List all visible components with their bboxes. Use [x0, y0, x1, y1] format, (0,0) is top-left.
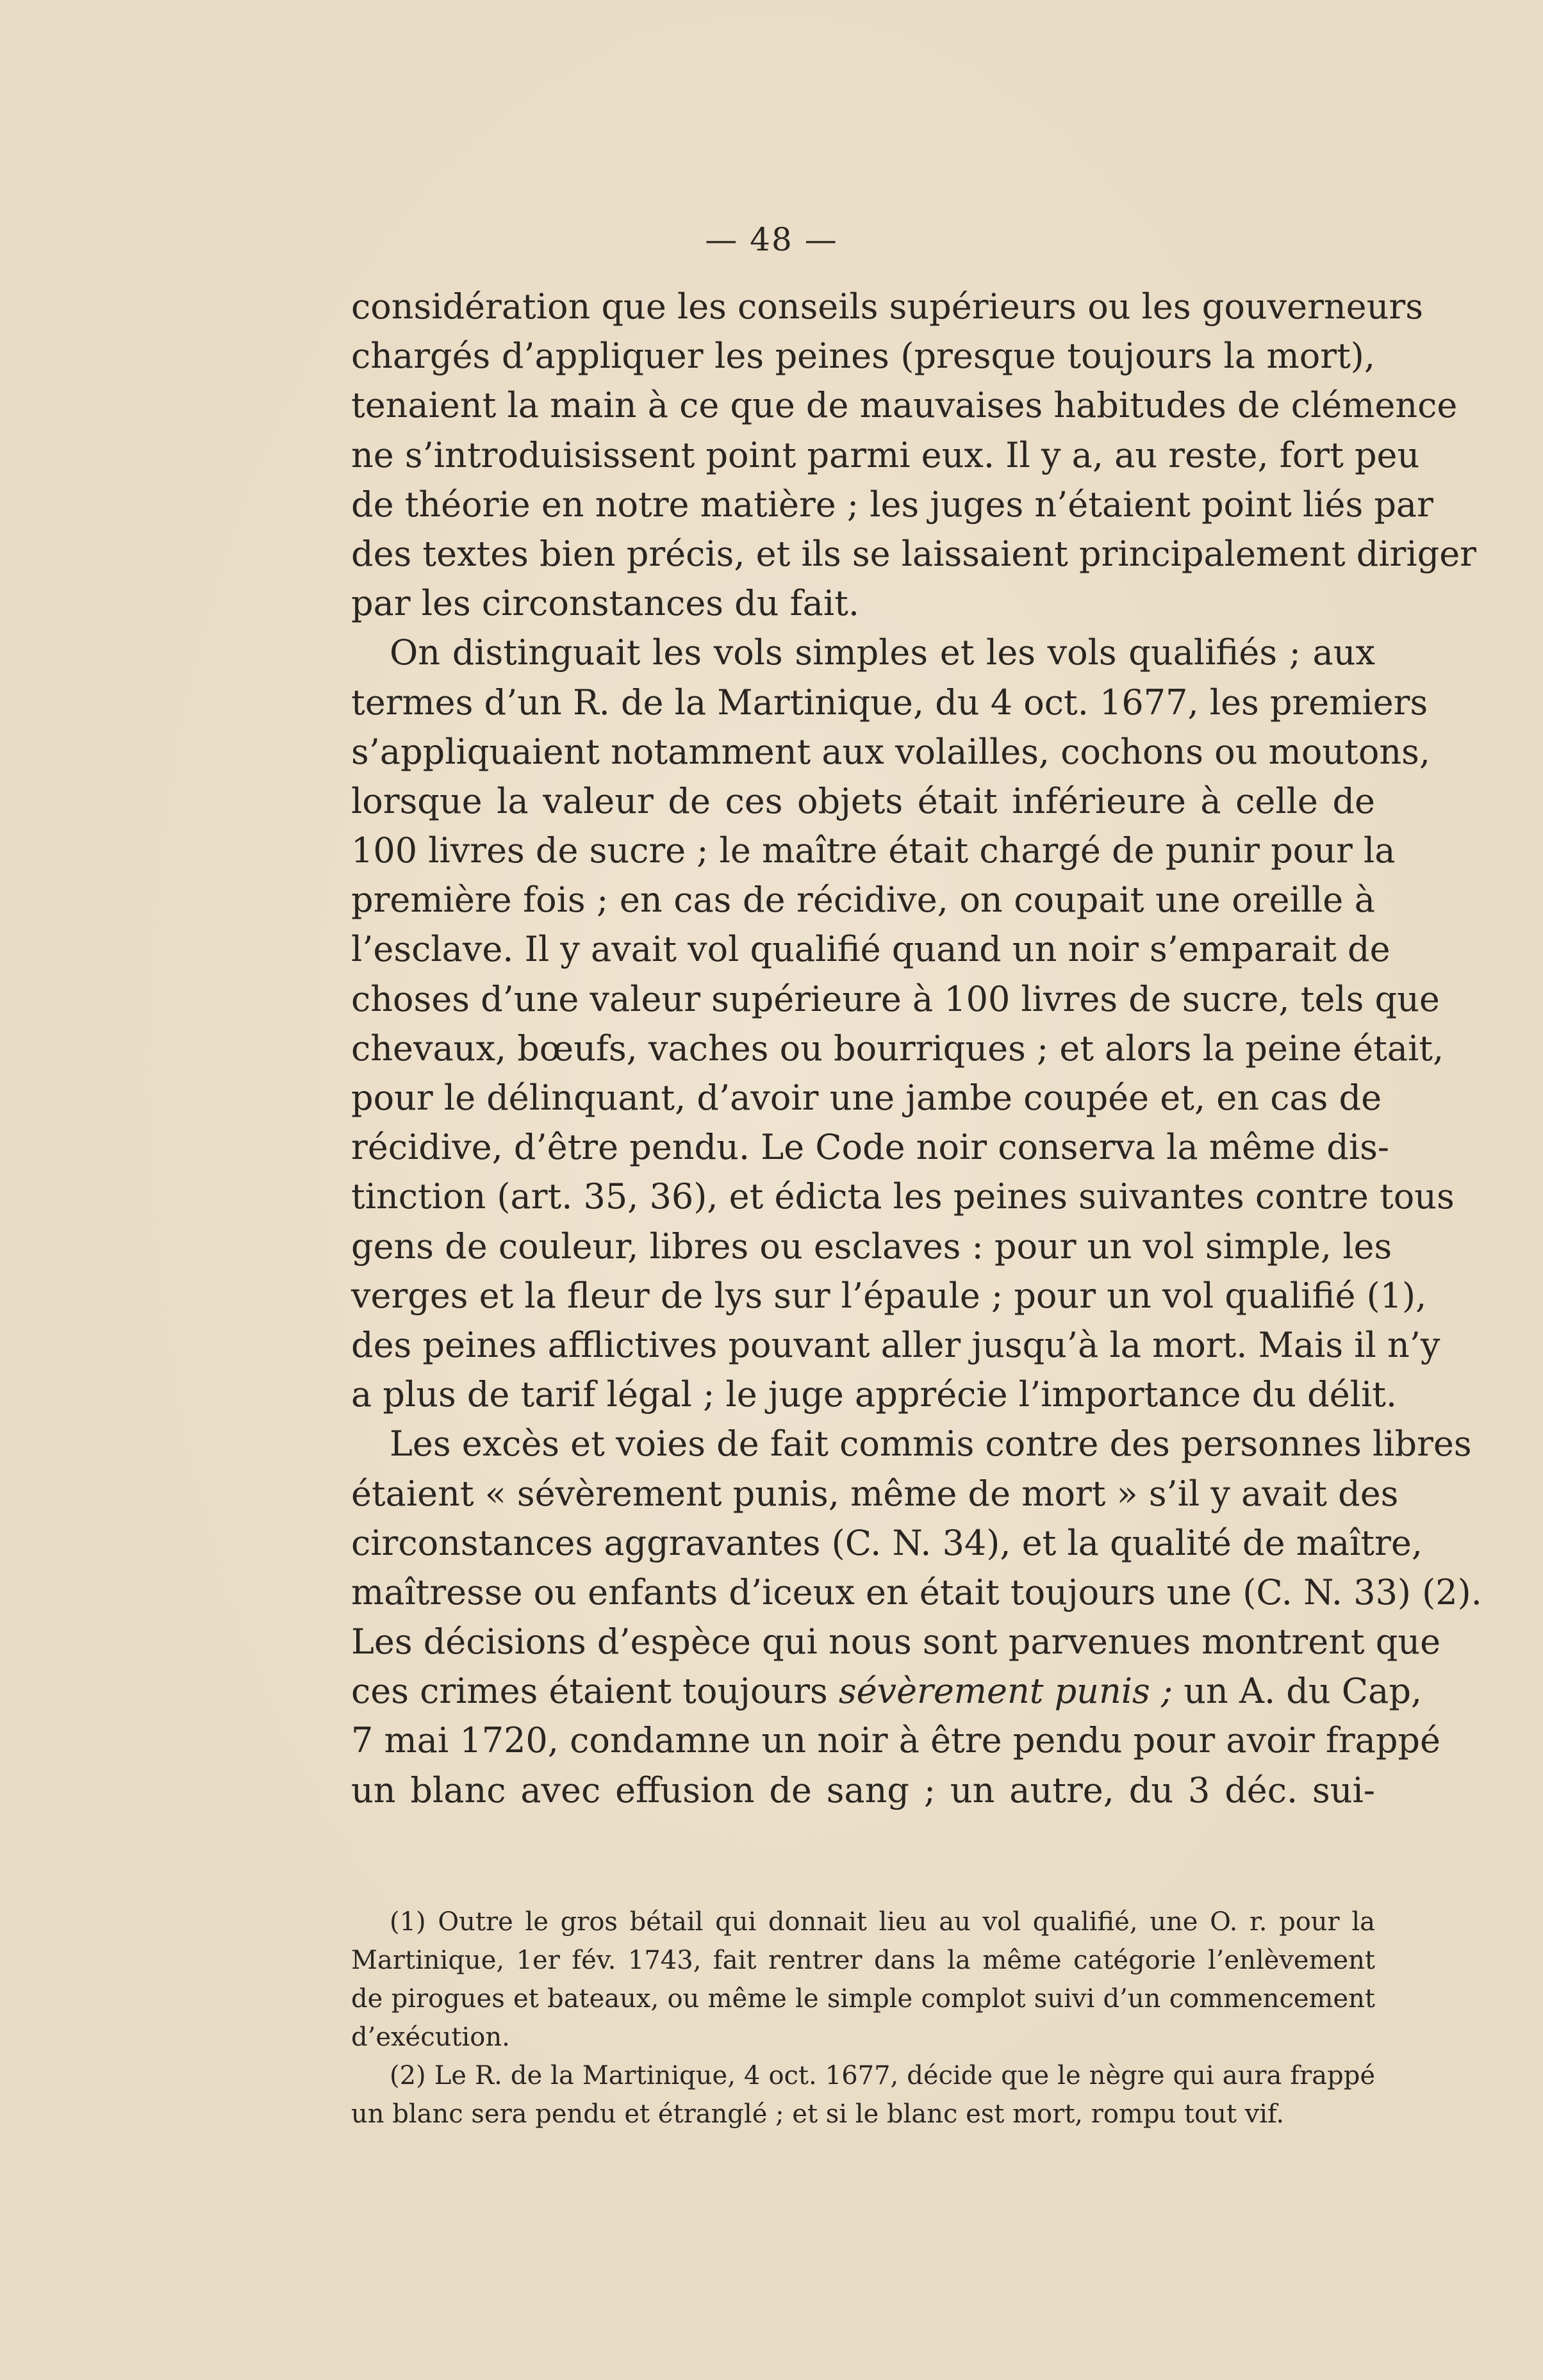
text-line: 7 mai 1720, condamne un noir à être pendu pour avoir frappé — [351, 1720, 1440, 1761]
text-line: par les circonstances du fait. — [351, 583, 859, 624]
text-line: s’appliquaient notamment aux volailles, cochons ou moutons, — [351, 731, 1430, 772]
body-text — [351, 282, 1482, 1815]
text-line: considération que les conseils supérieurs ou les gouverneurs — [351, 286, 1423, 327]
text-line: chevaux, bœufs, vaches ou bourriques ; et alors la peine était, — [351, 1028, 1444, 1069]
text-line: ne s’introduisissent point parmi eux. Il y a, au reste, fort peu — [351, 434, 1420, 475]
text-line: a plus de tarif légal ; le juge apprécie l’importance du délit. — [351, 1374, 1398, 1415]
text-line: l’esclave. Il y avait vol qualifié quand un noir s’emparait de — [351, 929, 1390, 970]
footnote-line: (1) Outre le gros bétail qui donnait lieu au vol qualifié, une O. r. pour la — [390, 1907, 1375, 1937]
text-line: termes d’un R. de la Martinique, du 4 oct. 1677, les premiers — [351, 682, 1428, 723]
text-line: des textes bien précis, et ils se laissaient principalement diriger — [351, 533, 1476, 574]
text-line: gens de couleur, libres ou esclaves : pour un vol simple, les — [351, 1226, 1392, 1267]
text-line: lorsque la valeur de ces objets était inférieure à celle de — [351, 780, 1375, 821]
footnotes — [351, 1903, 1375, 2133]
text-line: étaient « sévèrement punis, même de mort » s’il y avait des — [351, 1473, 1399, 1514]
text-segment: ces crimes étaient toujours — [351, 1671, 839, 1712]
footnote-line: un blanc sera pendu et étranglé ; et si le blanc est mort, rompu tout vif. — [351, 2099, 1285, 2129]
italic-phrase: sévèrement punis ; — [838, 1671, 1173, 1712]
text-line: première fois ; en cas de récidive, on coupait une oreille à — [351, 880, 1375, 921]
text-line: de théorie en notre matière ; les juges n’étaient point liés par — [351, 484, 1433, 525]
text-line: pour le délinquant, d’avoir une jambe coupée et, en cas de — [351, 1078, 1382, 1118]
text-line: 100 livres de sucre ; le maître était chargé de punir pour la — [351, 830, 1396, 871]
text-line: des peines afflictives pouvant aller jusqu’à la mort. Mais il n’y — [351, 1324, 1440, 1365]
text-line: récidive, d’être pendu. Le Code noir conserva la même dis- — [351, 1127, 1390, 1168]
text-line: maîtresse ou enfants d’iceux en était toujours une (C. N. 33) (2). — [351, 1572, 1482, 1613]
text-line: verges et la fleur de lys sur l’épaule ; pour un vol qualifié (1), — [351, 1275, 1427, 1316]
text-line: tinction (art. 35, 36), et édicta les peines suivantes contre tous — [351, 1176, 1455, 1217]
text-segment: un A. du Cap, — [1173, 1671, 1423, 1712]
text-line: Les excès et voies de fait commis contre des personnes libres — [390, 1424, 1472, 1465]
footnote-line: de pirogues et bateaux, ou même le simple complot suivi d’un commencement — [351, 1984, 1375, 2014]
text-line: On distinguait les vols simples et les vols qualifiés ; aux — [390, 632, 1375, 673]
footnote-line: Martinique, 1er fév. 1743, fait rentrer dans la même catégorie l’enlèvement — [351, 1946, 1375, 1975]
text-line: chargés d’appliquer les peines (presque toujours la mort), — [351, 336, 1375, 377]
footnote-line: d’exécution. — [351, 2023, 510, 2052]
text-line: tenaient la main à ce que de mauvaises habitudes de clémence — [351, 385, 1458, 426]
text-line: choses d’une valeur supérieure à 100 livres de sucre, tels que — [351, 978, 1440, 1019]
text-line: circonstances aggravantes (C. N. 34), et la qualité de maître, — [351, 1522, 1423, 1563]
page-number: — 48 — — [705, 221, 838, 258]
text-line: Les décisions d’espèce qui nous sont parvenues montrent que — [351, 1621, 1441, 1662]
text-line: un blanc avec effusion de sang ; un autre, du 3 déc. sui- — [351, 1769, 1375, 1810]
footnote-line: (2) Le R. de la Martinique, 4 oct. 1677, décide que le nègre qui aura frappé — [390, 2061, 1375, 2090]
text-line — [351, 1666, 1423, 1716]
